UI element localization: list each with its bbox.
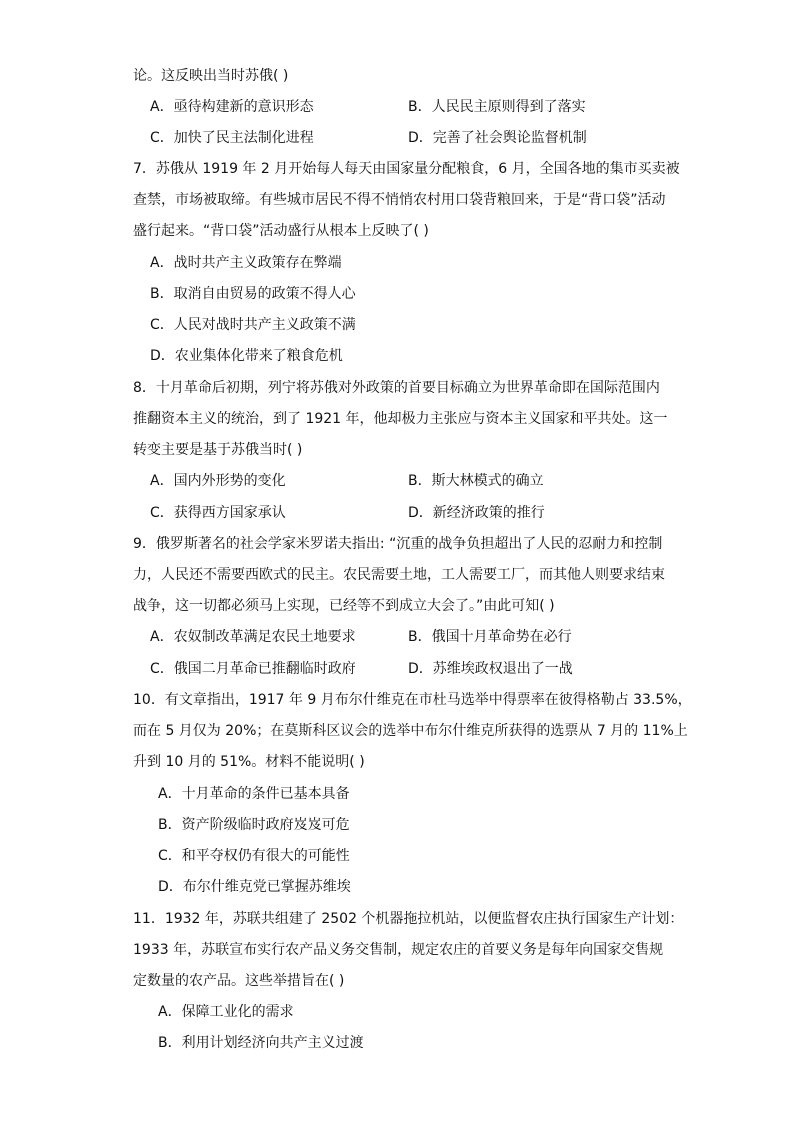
question-8-stem-line-2: 推翻资本主义的统治，到了 1921 年，他却极力主张应与资本主义国家和平共处。这一 [133,411,668,427]
question-11-stem-line-3: 定数量的农产品。这些举措旨在( ) [133,973,345,989]
question-11-stem-line-1: 11．1932 年，苏联共组建了 2502 个机器拖拉机站，以便监督农庄执行国家生产计划： [133,911,684,927]
question-10-option-a: A．十月革命的条件已基本具备 [158,786,350,802]
question-9-option-c: C．俄国二月革命已推翻临时政府 [150,661,356,677]
question-10-stem-line-2: 而在 5 月仅为 20%；在莫斯科区议会的选举中布尔什维克所获得的选票从 7 月的 11%上 [133,723,688,739]
question-9-option-d: D．苏维埃政权退出了一战 [408,661,573,677]
question-6-option-d: D．完善了社会舆论监督机制 [408,130,587,146]
question-7-option-c: C．人民对战时共产主义政策不满 [150,317,356,333]
question-10-option-d: D．布尔什维克党已掌握苏维埃 [158,879,351,895]
question-8-option-a: A．国内外形势的变化 [150,473,286,489]
question-7-option-d: D．农业集体化带来了粮食危机 [150,348,343,364]
question-9-stem-line-3: 战争，这一切都必须马上实现，已经等不到成立大会了。”由此可知( ) [133,598,555,614]
question-6-option-c: C．加快了民主法制化进程 [150,130,314,146]
question-8-option-c: C．获得西方国家承认 [150,505,286,521]
question-9-option-a: A．农奴制改革满足农民土地要求 [150,629,356,645]
question-8-option-b: B．斯大林模式的确立 [408,473,544,489]
question-6-option-a: A．亟待构建新的意识形态 [150,99,314,115]
question-9-stem-line-2: 力，人民还不需要西欧式的民主。农民需要土地，工人需要工厂，而其他人则要求结束 [133,567,665,583]
question-6-option-b: B．人民民主原则得到了落实 [408,99,586,115]
question-10-stem-line-3: 升到 10 月的 51%。材料不能说明( ) [133,754,365,770]
question-11-stem-line-2: 1933 年，苏联宣布实行农产品义务交售制，规定农庄的首要义务是每年向国家交售规 [133,942,664,958]
question-8-stem-line-1: 8．十月革命后初期，列宁将苏俄对外政策的首要目标确立为世界革命即在国际范围内 [133,380,660,396]
question-7-stem-line-3: 盛行起来。“背口袋”活动盛行从根本上反映了( ) [133,223,429,239]
question-9-option-b: B．俄国十月革命势在必行 [408,629,572,645]
question-10-option-b: B．资产阶级临时政府岌岌可危 [158,817,350,833]
question-8-option-d: D．新经济政策的推行 [408,505,545,521]
question-9-stem-line-1: 9．俄罗斯著名的社会学家米罗诺夫指出: “沉重的战争负担超出了人民的忍耐力和控制 [133,536,663,552]
question-10-stem-line-1: 10．有文章指出，1917 年 9 月布尔什维克在市杜马选举中得票率在彼得格勒占 33.5%， [133,692,692,708]
question-7-stem-line-2: 查禁，市场被取缔。有些城市居民不得不悄悄农村用口袋背粮回来，于是“背口袋”活动 [133,192,666,208]
question-7-option-b: B．取消自由贸易的政策不得人心 [150,286,356,302]
question-11-option-a: A．保障工业化的需求 [158,1004,294,1020]
question-11-option-b: B．利用计划经济向共产主义过渡 [158,1035,364,1051]
question-8-stem-line-3: 转变主要是基于苏俄当时( ) [133,442,303,458]
question-10-option-c: C．和平夺权仍有很大的可能性 [158,848,350,864]
question-6-stem-line-1: 论。这反映出当时苏俄( ) [133,68,289,84]
question-7-option-a: A．战时共产主义政策存在弊端 [150,255,342,271]
question-7-stem-line-1: 7．苏俄从 1919 年 2 月开始每人每天由国家量分配粮食，6 月，全国各地的集市买卖被 [133,161,680,177]
